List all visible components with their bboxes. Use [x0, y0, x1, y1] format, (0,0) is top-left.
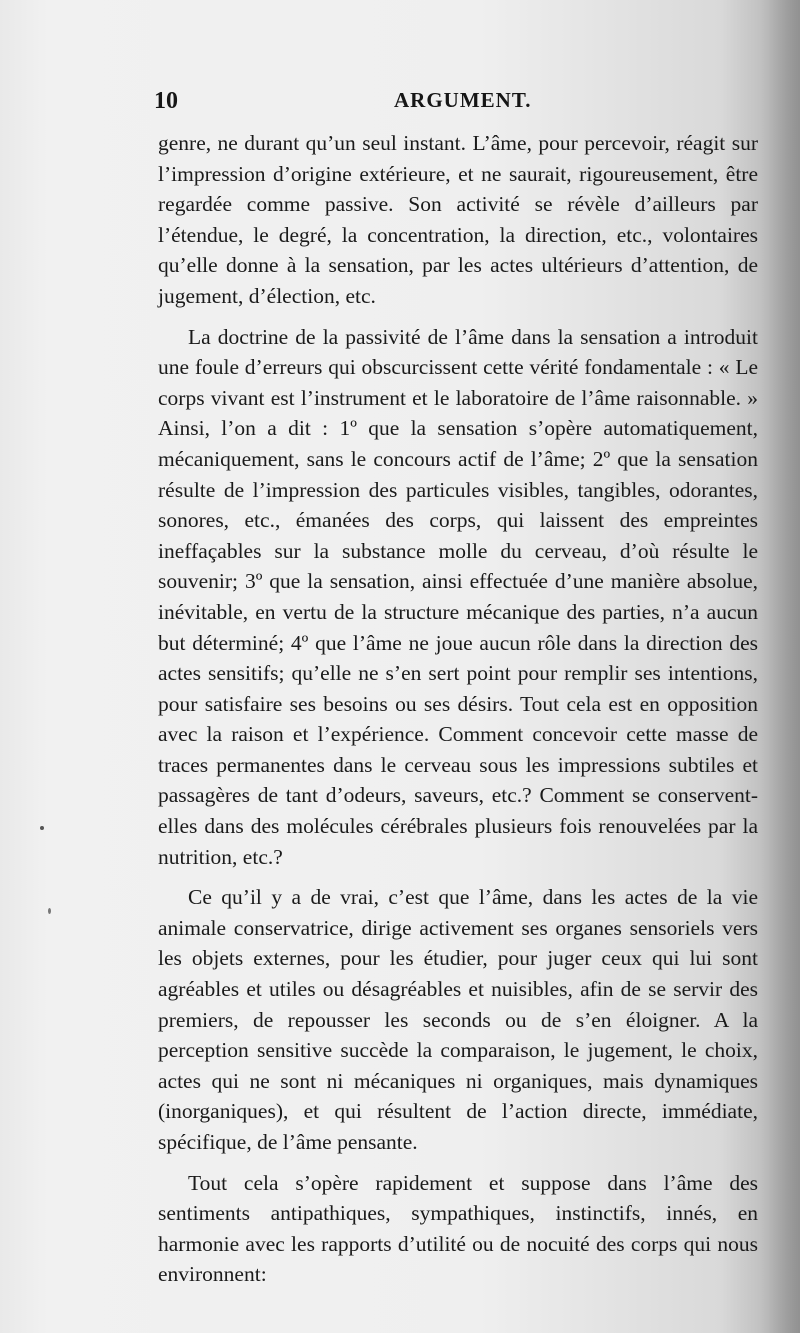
paragraph-1: genre, ne durant qu’un seul instant. L’âme, pour percevoir, réagit sur l’impression d’origine extérieure, et ne saurait, rigoureusement, être regardée comme passive. Son activité se révèle d’ailleurs par l’étendue, le degré, la concentration, la direction, etc., volontaires qu’elle donne à la sensation, par les actes ultérieurs d’attention, de jugement, d’élection, etc. [158, 131, 758, 308]
paper-speck [40, 826, 44, 830]
page-header [154, 84, 758, 120]
running-head: ARGUMENT. [394, 88, 532, 112]
paragraph-2: La doctrine de la passivité de l’âme dans la sensation a introduit une foule d’erreurs qui obscurcissent cette vérité fondamentale : « Le corps vivant est l’instrument et le laboratoire de l’âme raisonnable. » Ainsi, l’on a dit : 1º que la sensation s’opère automatiquement, mécaniquement, sans le concours actif de l’âme; 2º que la sensation résulte de l’impression des particules visibles, tangibles, odorantes, sonores, etc., émanées des corps, qui laissent des empreintes ineffaçables sur la substance molle du cerveau, d’où résulte le souvenir; 3º que la sensation, ainsi effectuée d’une manière absolue, inévitable, en vertu de la structure mécanique des parties, n’a aucun but déterminé; 4º que l’âme ne joue aucun rôle dans la direction des actes sensitifs; qu’elle ne s’en sert point pour remplir ses intentions, pour satisfaire ses besoins ou ses désirs. Tout cela est en opposition avec la raison et l’expérience. Comment concevoir cette masse de traces permanentes dans le cerveau sous les impressions subtiles et passagères de tant d’odeurs, saveurs, etc.? Comment se conservent-elles dans des molécules cérébrales plusieurs fois renouvelées par la nutrition, etc.? [158, 324, 758, 869]
paragraph-3: Ce qu’il y a de vrai, c’est que l’âme, dans les actes de la vie animale conservatrice, dirige activement ses organes sensoriels vers les objets externes, pour les étudier, pour juger ceux qui lui sont agréables et utiles ou désagréables et nuisibles, afin de se servir des premiers, de repousser les seconds ou de s’en éloigner. A la perception sensitive succède la comparaison, le jugement, le choix, actes qui ne sont ni mécaniques ni organiques, mais dynamiques (inorganiques), et qui résultent de l’action directe, immédiate, spécifique, de l’âme pensante. [158, 885, 758, 1154]
paper-speck [48, 908, 51, 914]
paragraph-4: Tout cela s’opère rapidement et suppose dans l’âme des sentiments antipathiques, sympathiques, instinctifs, innés, en harmonie avec les rapports d’utilité ou de nocuité des corps qui nous environnent: [158, 1170, 758, 1287]
body-text [158, 128, 758, 1300]
page-number: 10 [154, 88, 178, 114]
